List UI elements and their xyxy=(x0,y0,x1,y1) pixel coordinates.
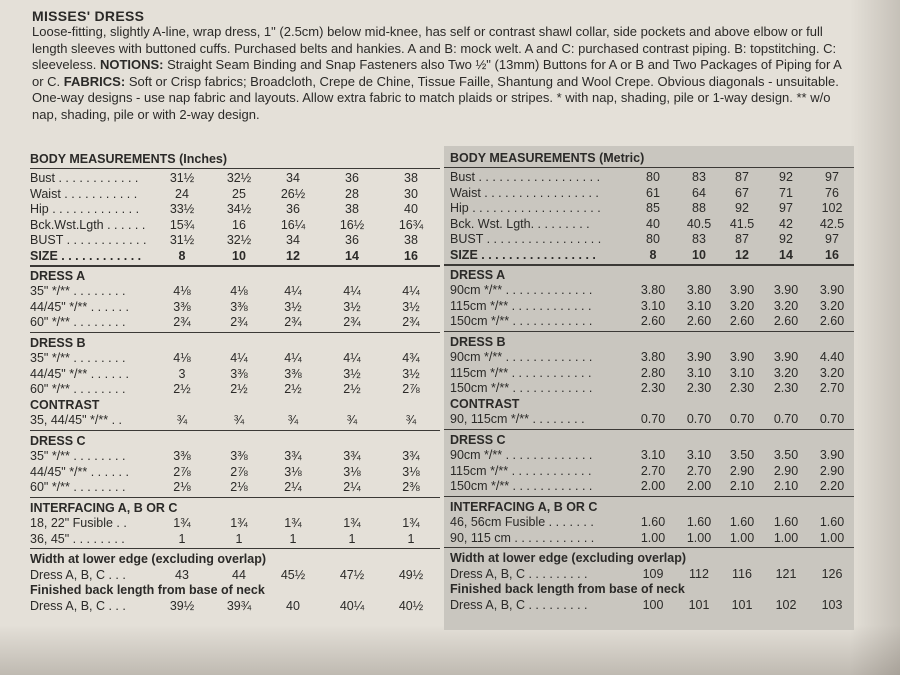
fabric-row-value: 3.10 xyxy=(640,448,666,462)
fabric-row-value: 2¾ xyxy=(230,315,248,329)
fabric-row-label: 90, 115cm */** . . . . . . . . xyxy=(450,412,585,426)
table-header: BODY MEASUREMENTS (Inches) xyxy=(30,152,228,166)
length-row-value: 40 xyxy=(286,598,300,613)
width-row-value: 49½ xyxy=(398,567,424,582)
size-row-label: SIZE . . . . . . . . . . . . . . . . . xyxy=(450,247,596,262)
body-row-label: BUST . . . . . . . . . . . . . . . . . xyxy=(450,232,602,246)
fabric-row-value: 3.90 xyxy=(773,283,799,297)
body-row-value: 25 xyxy=(232,186,246,201)
body-row-value: 33½ xyxy=(169,202,195,216)
fabric-row-value: 4¼ xyxy=(402,284,420,298)
fabric-row-label: 36, 45" . . . . . . . . xyxy=(30,531,125,546)
fabric-row-label: 150cm */** . . . . . . . . . . . . xyxy=(450,479,593,493)
fabric-row-value: 3¾ xyxy=(402,449,420,463)
fabric-row-label: 60" */** . . . . . . . . xyxy=(30,315,126,329)
fabric-row-label: 90cm */** . . . . . . . . . . . . . xyxy=(450,448,593,462)
width-row-value: 126 xyxy=(821,566,843,581)
body-row-value: 24 xyxy=(175,186,189,201)
width-row-value: 109 xyxy=(642,566,664,581)
body-row-value: 34 xyxy=(286,233,300,247)
body-row-value: 31½ xyxy=(169,233,195,247)
fabric-row-value: 3.80 xyxy=(686,283,712,297)
body-row-value: 34 xyxy=(286,171,300,185)
fabric-row-value: ¾ xyxy=(405,413,417,427)
size-row-label: SIZE . . . . . . . . . . . . xyxy=(30,248,142,263)
length-row-value: 100 xyxy=(642,597,664,612)
body-row-label: Bust . . . . . . . . . . . . . . . . . . xyxy=(450,170,601,184)
fabric-row-value: 4¼ xyxy=(343,351,361,365)
fabric-row-value: 3½ xyxy=(343,366,361,381)
body-row-value: 80 xyxy=(646,170,660,184)
fabric-row-value: 2.70 xyxy=(640,463,666,478)
fabric-row-value: 1.60 xyxy=(819,515,845,529)
fabric-row-value: 3¾ xyxy=(343,449,361,463)
width-row-value: 44 xyxy=(232,567,246,582)
fabric-row-value: 3.10 xyxy=(640,298,666,313)
fabric-row-value: 2¼ xyxy=(343,480,361,494)
fabric-row-value: 3⅜ xyxy=(230,299,248,314)
fabric-row-value: 1 xyxy=(289,531,297,546)
section-title: CONTRAST xyxy=(30,397,100,412)
fabric-row-value: ¾ xyxy=(176,413,188,427)
length-row-value: 40¼ xyxy=(339,598,365,613)
fabric-row-value: 3.10 xyxy=(729,365,755,380)
fabric-row-value: 0.70 xyxy=(773,412,799,426)
fabric-row-value: 3½ xyxy=(402,366,420,381)
fabric-row-value: 0.70 xyxy=(819,412,845,426)
fabric-row-value: 3.90 xyxy=(773,350,799,364)
size-row-value: 12 xyxy=(735,247,749,262)
fabric-row-value: ¾ xyxy=(233,413,245,427)
fabric-row-value: 2.10 xyxy=(729,479,755,493)
fabric-row-value: 3.20 xyxy=(819,365,845,380)
fabric-row-value: 2⅛ xyxy=(230,480,248,494)
fabric-row-label: 60" */** . . . . . . . . xyxy=(30,382,126,396)
fabric-row-label: 90cm */** . . . . . . . . . . . . . xyxy=(450,350,593,364)
fabric-row-value: 1.60 xyxy=(686,515,712,529)
length-row-value: 40½ xyxy=(398,598,424,613)
fabric-row-value: 2⅞ xyxy=(230,464,248,479)
size-row-value: 16 xyxy=(404,248,418,263)
fabric-row-value: 3.90 xyxy=(819,448,845,462)
section-title: DRESS B xyxy=(30,335,86,350)
fabric-row-label: 90, 115 cm . . . . . . . . . . . . xyxy=(450,530,595,545)
length-title: Finished back length from base of neck xyxy=(450,582,685,596)
table-divider xyxy=(444,547,854,548)
section-title: DRESS C xyxy=(450,432,506,447)
fabric-row-value: 1¾ xyxy=(402,516,420,530)
body-row-label: BUST . . . . . . . . . . . . xyxy=(30,233,147,247)
width-title: Width at lower edge (excluding overlap) xyxy=(450,551,687,565)
fabric-row-value: 2¾ xyxy=(284,315,302,329)
section-title: INTERFACING A, B OR C xyxy=(30,500,178,515)
fabric-row-value: 1.60 xyxy=(640,515,666,529)
fabric-row-value: 3⅜ xyxy=(173,449,191,463)
body-row-value: 97 xyxy=(825,170,839,184)
table-divider xyxy=(444,429,854,430)
fabric-row-value: 2¼ xyxy=(284,480,302,494)
length-row-value: 102 xyxy=(775,597,797,612)
fabric-row-label: 90cm */** . . . . . . . . . . . . . xyxy=(450,283,593,297)
body-row-value: 83 xyxy=(692,170,706,184)
table-divider xyxy=(30,548,440,549)
body-row-value: 97 xyxy=(825,232,839,246)
fabric-row-value: 2½ xyxy=(173,382,191,396)
fabric-row-value: 0.70 xyxy=(686,412,712,426)
fabric-row-value: 2.90 xyxy=(773,463,799,478)
fabrics-text: Soft or Crisp fabrics; Broadcloth, Crepe de Chine, Tissue Faille, Shantung and Wool Crepe. Obvious diagonals - unsuitable. One-way designs - use nap fabric and layouts. Allow extra fabric to match plaids or stripes. * with nap, shading, pile or 1-way design. ** w/o nap, shading, pile or with 2-way design. xyxy=(32,73,839,122)
fabric-row-label: 35" */** . . . . . . . . xyxy=(30,449,126,463)
fabric-row-label: 115cm */** . . . . . . . . . . . . xyxy=(450,463,592,478)
body-row-value: 92 xyxy=(779,170,793,184)
notions-label: NOTIONS: xyxy=(99,57,164,73)
fabric-row-value: 3.50 xyxy=(729,448,755,462)
body-row-value: 16 xyxy=(232,217,246,232)
fabric-row-value: 2.60 xyxy=(686,314,712,328)
fabric-row-value: 3.20 xyxy=(729,298,755,313)
fabrics-label: FABRICS: xyxy=(63,73,126,89)
fabric-row-value: 2.00 xyxy=(686,479,712,493)
body-row-label: Hip . . . . . . . . . . . . . . . . . . . xyxy=(450,201,601,215)
fabric-row-value: 1 xyxy=(407,531,415,546)
fabric-row-label: 35" */** . . . . . . . . xyxy=(30,284,126,298)
width-row-value: 116 xyxy=(732,566,752,581)
fabric-row-value: 2.60 xyxy=(729,314,755,328)
body-row-value: 40.5 xyxy=(686,216,712,231)
body-row-value: 30 xyxy=(404,186,418,201)
width-row-value: 45½ xyxy=(280,567,306,582)
fabric-row-value: 2.70 xyxy=(686,463,712,478)
fabric-row-value: 3⅜ xyxy=(230,366,248,381)
width-row-label: Dress A, B, C . . . . . . . . . xyxy=(450,566,588,581)
section-title: CONTRAST xyxy=(450,396,520,411)
fabric-row-label: 150cm */** . . . . . . . . . . . . xyxy=(450,381,593,395)
page-shadow-right xyxy=(850,0,900,675)
section-title: DRESS A xyxy=(450,267,506,282)
body-row-value: 42 xyxy=(779,216,793,231)
fabric-row-value: 2.30 xyxy=(773,381,799,395)
fabric-row-value: 4¼ xyxy=(343,284,361,298)
fabric-row-value: 1 xyxy=(348,531,356,546)
fabric-row-value: 2½ xyxy=(343,382,361,396)
body-row-value: 34½ xyxy=(226,202,252,216)
fabric-row-value: 1¾ xyxy=(343,516,361,530)
body-row-value: 36 xyxy=(345,171,359,185)
fabric-row-label: 35, 44/45" */** . . xyxy=(30,413,122,427)
fabric-row-value: 3⅛ xyxy=(343,464,361,479)
length-row-value: 39¾ xyxy=(226,598,252,613)
body-row-value: 38 xyxy=(345,202,359,216)
fabric-row-value: 3⅜ xyxy=(284,366,302,381)
size-row-value: 12 xyxy=(286,248,300,263)
width-row-value: 43 xyxy=(175,567,189,582)
body-row-value: 80 xyxy=(646,232,660,246)
fabric-row-value: 2.90 xyxy=(819,463,845,478)
fabric-row-value: 2.20 xyxy=(819,479,845,493)
body-row-value: 67 xyxy=(735,185,749,200)
fabric-row-value: 3.10 xyxy=(686,448,712,462)
body-row-value: 40 xyxy=(404,202,418,216)
fabric-row-value: 3.20 xyxy=(819,298,845,313)
fabric-row-value: 2⅞ xyxy=(173,464,191,479)
body-row-label: Bust . . . . . . . . . . . . xyxy=(30,171,139,185)
body-row-value: 76 xyxy=(825,185,839,200)
length-title: Finished back length from base of neck xyxy=(30,583,265,597)
table-divider xyxy=(30,332,440,333)
fabric-row-value: 2¾ xyxy=(343,315,361,329)
body-row-value: 87 xyxy=(735,232,749,246)
fabric-row-value: 2.80 xyxy=(640,365,666,380)
fabric-row-value: ¾ xyxy=(287,413,299,427)
body-row-value: 85 xyxy=(646,201,660,215)
body-row-value: 40 xyxy=(646,216,660,231)
size-row-value: 16 xyxy=(825,247,839,262)
fabric-row-value: 3.50 xyxy=(773,448,799,462)
size-row-value: 8 xyxy=(649,247,657,262)
fabric-row-value: 2⅜ xyxy=(402,480,420,494)
fabric-row-value: 2.90 xyxy=(729,463,755,478)
fabric-row-value: 4⅛ xyxy=(173,351,191,365)
section-title: DRESS A xyxy=(30,268,86,283)
fabric-row-value: 2½ xyxy=(230,382,248,396)
body-row-value: 36 xyxy=(345,233,359,247)
body-row-value: 64 xyxy=(692,185,706,200)
fabric-row-value: 1.00 xyxy=(729,530,755,545)
body-row-label: Bck. Wst. Lgth. . . . . . . . . xyxy=(450,216,590,231)
body-row-value: 15¾ xyxy=(169,217,195,232)
fabric-row-value: 3½ xyxy=(284,299,302,314)
table-divider xyxy=(444,167,854,168)
body-row-value: 88 xyxy=(692,201,706,215)
body-row-value: 16½ xyxy=(339,217,365,232)
fabric-row-value: 3 xyxy=(178,366,186,381)
fabric-row-value: 3.90 xyxy=(686,350,712,364)
width-row-value: 112 xyxy=(689,566,709,581)
body-row-value: 41.5 xyxy=(729,216,755,231)
fabric-row-value: 2.70 xyxy=(819,381,845,395)
fabric-row-label: 46, 56cm Fusible . . . . . . . xyxy=(450,515,594,529)
body-row-value: 32½ xyxy=(226,171,252,185)
fabric-row-value: 3⅜ xyxy=(230,449,248,463)
length-row-value: 101 xyxy=(688,597,710,612)
section-title: DRESS C xyxy=(30,433,86,448)
fabric-row-value: 2.30 xyxy=(640,381,666,395)
description-text: Loose-fitting, slightly A-line, wrap dress, 1" (2.5cm) below mid-knee, has self or contrast shawl collar, side pockets and above elbow or full length sleeves with buttoned cuffs. Purchased belts and hankies. A and B: mock welt. A and C: purchased contrast piping. B: topstitching. C: sleeveless. xyxy=(32,24,837,73)
fabric-row-value: 3.90 xyxy=(729,350,755,364)
fabric-row-value: 3½ xyxy=(402,299,420,314)
fabric-row-value: 2.60 xyxy=(819,314,845,328)
fabric-row-value: 3.80 xyxy=(640,350,666,364)
body-row-value: 31½ xyxy=(169,171,195,185)
fabric-row-value: 2.30 xyxy=(686,381,712,395)
fabric-row-value: 1.60 xyxy=(729,515,755,529)
fabric-row-value: 2⅞ xyxy=(402,382,420,396)
fabric-row-value: 3.90 xyxy=(729,283,755,297)
body-row-value: 28 xyxy=(345,186,359,201)
body-row-value: 42.5 xyxy=(819,216,845,231)
fabric-row-label: 44/45" */** . . . . . . xyxy=(30,464,129,479)
fabric-row-value: 4¼ xyxy=(284,351,302,365)
fabric-row-value: 4⅛ xyxy=(173,284,191,298)
length-row-value: 103 xyxy=(821,597,843,612)
fabric-row-value: 1.60 xyxy=(773,515,799,529)
size-row-value: 10 xyxy=(692,247,706,262)
length-row-label: Dress A, B, C . . . . . . . . . xyxy=(450,597,588,612)
fabric-row-value: 1.00 xyxy=(640,530,666,545)
body-row-value: 26½ xyxy=(280,186,306,201)
fabric-row-value: 2.60 xyxy=(640,314,666,328)
body-row-label: Bck.Wst.Lgth . . . . . . xyxy=(30,217,146,232)
fabric-row-value: 4.40 xyxy=(819,350,845,364)
section-title: INTERFACING A, B OR C xyxy=(450,499,598,514)
table-divider xyxy=(444,496,854,497)
fabric-row-value: 4¼ xyxy=(230,351,248,365)
body-row-value: 61 xyxy=(646,185,660,200)
description xyxy=(32,24,852,124)
fabric-row-value: 4¼ xyxy=(284,284,302,298)
fabric-row-value: 3½ xyxy=(343,299,361,314)
length-row-value: 39½ xyxy=(169,598,195,613)
fabric-row-label: 44/45" */** . . . . . . xyxy=(30,366,129,381)
fabric-row-value: 3.20 xyxy=(773,365,799,380)
fabric-row-value: 3.20 xyxy=(773,298,799,313)
fabric-row-label: 115cm */** . . . . . . . . . . . . xyxy=(450,298,592,313)
fabric-row-value: 1 xyxy=(178,531,186,546)
fabric-row-value: 1.00 xyxy=(686,530,712,545)
fabric-row-value: 2.60 xyxy=(773,314,799,328)
fabric-row-value: ¾ xyxy=(346,413,358,427)
length-row-value: 101 xyxy=(731,597,753,612)
page-shadow-bottom xyxy=(0,625,900,675)
size-row-value: 14 xyxy=(779,247,793,262)
body-row-value: 16¼ xyxy=(280,217,306,232)
width-row-value: 121 xyxy=(775,566,797,581)
table-divider xyxy=(30,265,440,267)
fabric-row-value: 2.10 xyxy=(773,479,799,493)
body-row-label: Waist . . . . . . . . . . . . . . . . . xyxy=(450,185,599,200)
table-divider xyxy=(30,168,440,169)
fabric-row-value: 1¾ xyxy=(230,516,248,530)
fabric-row-label: 44/45" */** . . . . . . xyxy=(30,299,129,314)
fabric-row-value: 2.00 xyxy=(640,479,666,493)
body-row-value: 38 xyxy=(404,171,418,185)
fabric-row-value: 3⅛ xyxy=(402,464,420,479)
body-row-value: 87 xyxy=(735,170,749,184)
fabric-row-value: 0.70 xyxy=(640,412,666,426)
body-row-value: 97 xyxy=(779,201,793,215)
fabric-row-value: 2⅛ xyxy=(173,480,191,494)
body-row-value: 92 xyxy=(779,232,793,246)
body-row-value: 71 xyxy=(779,185,793,200)
body-row-label: Waist . . . . . . . . . . . xyxy=(30,186,138,201)
section-title: DRESS B xyxy=(450,334,506,349)
fabric-row-value: 0.70 xyxy=(729,412,755,426)
fabric-row-value: 3⅜ xyxy=(173,299,191,314)
body-row-value: 92 xyxy=(735,201,749,215)
table-divider xyxy=(30,497,440,498)
body-row-value: 38 xyxy=(404,233,418,247)
table-divider xyxy=(30,430,440,431)
fabric-row-label: 115cm */** . . . . . . . . . . . . xyxy=(450,365,592,380)
fabric-row-value: 1.00 xyxy=(819,530,845,545)
table-divider xyxy=(444,264,854,266)
width-row-label: Dress A, B, C . . . xyxy=(30,567,126,582)
fabric-row-value: 3.10 xyxy=(686,298,712,313)
size-row-value: 14 xyxy=(345,248,359,263)
body-row-value: 83 xyxy=(692,232,706,246)
fabric-row-value: 1¾ xyxy=(173,516,191,530)
table-header: BODY MEASUREMENTS (Metric) xyxy=(450,151,645,165)
size-row-value: 8 xyxy=(178,248,186,263)
size-row-value: 10 xyxy=(232,248,246,263)
notions-text: Straight Seam Binding and Snap Fasteners also Two ½" (13mm) Buttons for A or B and Two Packages of Piping for A or C. xyxy=(32,57,842,89)
width-title: Width at lower edge (excluding overlap) xyxy=(30,552,267,566)
fabric-row-label: 60" */** . . . . . . . . xyxy=(30,480,126,494)
fabric-row-value: 2½ xyxy=(284,382,302,396)
body-row-value: 16¾ xyxy=(398,217,424,232)
fabric-row-value: 1¾ xyxy=(284,516,302,530)
fabric-row-value: 3¾ xyxy=(284,449,302,463)
fabric-row-value: 2¾ xyxy=(402,315,420,329)
length-row-label: Dress A, B, C . . . xyxy=(30,598,126,613)
fabric-row-value: 1 xyxy=(235,531,243,546)
fabric-row-value: 2.30 xyxy=(729,381,755,395)
body-row-value: 102 xyxy=(821,201,843,215)
fabric-row-value: 4⅛ xyxy=(230,284,248,298)
fabric-row-label: 35" */** . . . . . . . . xyxy=(30,351,126,365)
metric-table xyxy=(444,146,854,630)
fabric-row-label: 150cm */** . . . . . . . . . . . . xyxy=(450,314,593,328)
body-row-label: Hip . . . . . . . . . . . . . xyxy=(30,202,140,216)
fabric-row-value: 1.00 xyxy=(773,530,799,545)
table-divider xyxy=(444,331,854,332)
body-row-value: 32½ xyxy=(226,233,252,247)
fabric-row-value: 4¾ xyxy=(402,351,420,365)
fabric-row-value: 3.10 xyxy=(686,365,712,380)
fabric-row-value: 2¾ xyxy=(173,315,191,329)
width-row-value: 47½ xyxy=(339,567,365,582)
fabric-row-value: 3.90 xyxy=(819,283,845,297)
fabric-row-value: 3.80 xyxy=(640,283,666,297)
body-row-value: 36 xyxy=(286,202,300,216)
page-title: MISSES' DRESS xyxy=(32,8,145,24)
fabric-row-label: 18, 22" Fusible . . xyxy=(30,516,127,530)
fabric-row-value: 3⅛ xyxy=(284,464,302,479)
